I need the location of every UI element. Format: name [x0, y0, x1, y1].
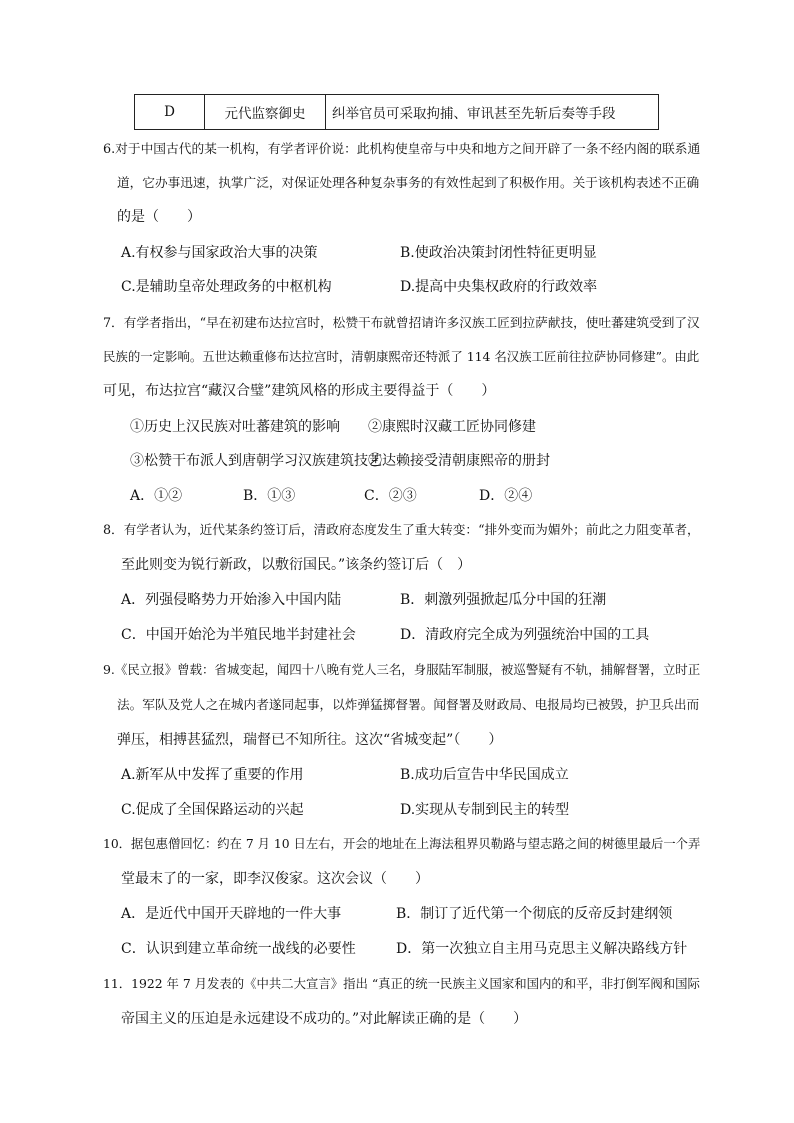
q7-item-3: ③松赞干布派人到唐朝学习汉族建筑技艺 [130, 453, 382, 469]
q9-stem-line-3: 弹压，相搏甚猛烈，瑞督已不知所往。这次“省城变起”（ ） [117, 732, 503, 748]
q7-item-4: ④达赖接受清朝康熙帝的册封 [368, 453, 550, 469]
q8-option-d[interactable]: D．清政府完全成为列强统治中国的工具 [400, 627, 650, 643]
q10-stem-line-2: 堂最末了的一家，即李汉俊家。这次会议（ ） [121, 871, 429, 887]
q7-stem-line-1: 7．有学者指出，“早在初建布达拉宫时，松赞干布就曾招请许多汉族工匠到拉萨献技，使吐蕃建筑受到了汉 [103, 315, 700, 330]
q10-option-b[interactable]: B．制订了近代第一个彻底的反帝反封建纲领 [396, 906, 673, 922]
q6-option-d[interactable]: D.提高中央集权政府的行政效率 [400, 279, 598, 295]
comparison-table-row [134, 94, 659, 130]
q7-item-1: ①历史上汉民族对吐蕃建筑的影响 [130, 419, 340, 435]
table-cell-letter: D [135, 95, 205, 130]
q10-option-c[interactable]: C．认识到建立革命统一战线的必要性 [121, 941, 356, 957]
q8-option-b[interactable]: B．刺激列强掀起瓜分中国的狂潮 [400, 592, 607, 608]
q6-option-b[interactable]: B.使政治决策封闭性特征更明显 [400, 245, 597, 261]
table-row [135, 95, 659, 130]
table-cell-name: 元代监察御史 [205, 95, 326, 130]
q9-option-a[interactable]: A.新军从中发挥了重要的作用 [121, 767, 304, 783]
q8-stem-line-1: 8．有学者认为，近代某条约签订后，清政府态度发生了重大转变：“排外变而为媚外；前此之力阻变革者， [103, 522, 700, 537]
q6-stem-line-1: 6.对于中国古代的某一机构，有学者评价说：此机构使皇帝与中央和地方之间开辟了一条不经内阁的联系通 [103, 141, 701, 156]
q10-option-a[interactable]: A．是近代中国开天辟地的一件大事 [121, 906, 342, 922]
q11-stem-line-2: 帝国主义的压迫是永远建设不成功的。”对此解读正确的是（ ） [121, 1011, 528, 1027]
q7-option-a[interactable]: A．①② [130, 488, 183, 504]
q9-stem-line-2: 法。军队及党人之在城内者遂同起事，以炸弹猛掷督署。闻督署及财政局、电报局均已被毁，护卫兵出而 [117, 697, 700, 712]
q8-stem-line-2: 至此则变为锐行新政，以敷衍国民。”该条约签订后（ ） [121, 557, 472, 573]
q7-option-b[interactable]: B．①③ [243, 488, 296, 504]
q7-option-d[interactable]: D．②④ [479, 488, 533, 504]
q8-option-a[interactable]: A．列强侵略势力开始渗入中国内陆 [121, 592, 342, 608]
q7-option-c[interactable]: C．②③ [364, 488, 417, 504]
table-cell-description: 纠举官员可采取拘捕、审讯甚至先斩后奏等手段 [326, 95, 659, 130]
q7-stem-line-2: 民族的一定影响。五世达赖重修布达拉宫时，清朝康熙帝还特派了 114 名汉族工匠前往拉萨协同修建”。由此 [103, 349, 700, 364]
q8-option-c[interactable]: C．中国开始沦为半殖民地半封建社会 [121, 627, 356, 643]
q6-option-a[interactable]: A.有权参与国家政治大事的决策 [121, 245, 318, 261]
q6-option-c[interactable]: C.是辅助皇帝处理政务的中枢机构 [121, 279, 332, 295]
q7-stem-line-3: 可见，布达拉宫“藏汉合璧”建筑风格的形成主要得益于（ ） [103, 383, 496, 399]
q10-option-d[interactable]: D．第一次独立自主用马克思主义解决路线方针 [396, 941, 688, 957]
q10-stem-line-1: 10．据包惠僧回忆：约在 7 月 10 日左右，开会的地址在上海法租界贝勒路与望志路之间的树德里最后一个弄 [103, 837, 701, 851]
q9-option-b[interactable]: B.成功后宣告中华民国成立 [400, 767, 569, 783]
q9-stem-line-1: 9.《民立报》曾载：省城变起，闻四十八晚有党人三名，身服陆军制服，被巡警疑有不轨，捕解督署，立时正 [103, 662, 701, 677]
q6-stem-line-3: 的是（ ） [117, 209, 201, 225]
q11-stem-line-1: 11．1922 年 7 月发表的《中共二大宣言》指出 “真正的统一民族主义国家和国内的和平，非打倒军阀和国际 [103, 977, 700, 991]
q9-option-d[interactable]: D.实现从专制到民主的转型 [400, 802, 570, 818]
q6-stem-line-2: 道，它办事迅速，执掌广泛，对保证处理各种复杂事务的有效性起到了积极作用。关于该机构表述不正确 [117, 175, 700, 190]
q7-item-2: ②康熙时汉藏工匠协同修建 [368, 419, 536, 435]
q9-option-c[interactable]: C.促成了全国保路运动的兴起 [121, 802, 304, 818]
